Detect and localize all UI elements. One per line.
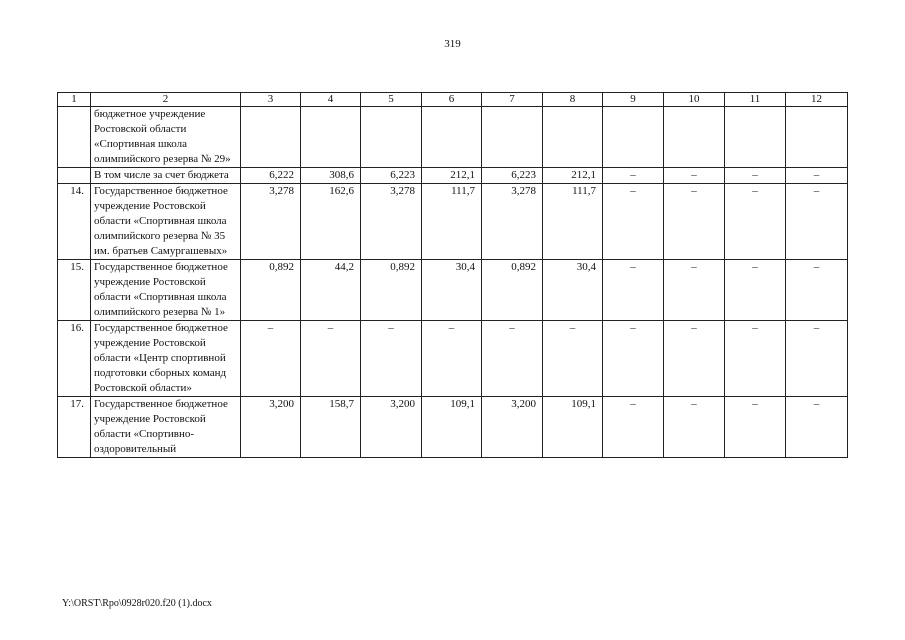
column-header-2: 2 [91, 93, 241, 107]
value-cell-col-9: – [603, 168, 664, 184]
value-cell-col-4: 44,2 [301, 260, 361, 321]
budget-table [57, 92, 848, 458]
value-cell-col-5: 3,200 [361, 397, 422, 458]
value-cell-col-10: – [664, 397, 725, 458]
institution-name-cell: Государственное бюджетное учреждение Ростовской области «Спортивно-оздоровительный [91, 397, 241, 458]
institution-name-cell: Государственное бюджетное учреждение Ростовской области «Центр спортивной подготовки сборных команд Ростовской области» [91, 321, 241, 397]
value-cell-col-3: – [241, 321, 301, 397]
column-header-3: 3 [241, 93, 301, 107]
value-cell-col-7: 3,278 [482, 184, 543, 260]
column-header-4: 4 [301, 93, 361, 107]
value-cell-col-8 [543, 107, 603, 168]
value-cell-col-9: – [603, 260, 664, 321]
value-cell-col-11 [725, 107, 786, 168]
value-cell-col-7: – [482, 321, 543, 397]
value-cell-col-7: 3,200 [482, 397, 543, 458]
column-header-1: 1 [58, 93, 91, 107]
value-cell-col-12: – [786, 184, 848, 260]
value-cell-col-10: – [664, 184, 725, 260]
value-cell-col-6: 30,4 [422, 260, 482, 321]
value-cell-col-5 [361, 107, 422, 168]
value-cell-col-6: 111,7 [422, 184, 482, 260]
value-cell-col-11: – [725, 397, 786, 458]
value-cell-col-5: 3,278 [361, 184, 422, 260]
value-cell-col-4: 308,6 [301, 168, 361, 184]
row-number-cell: 17. [58, 397, 91, 458]
value-cell-col-10: – [664, 168, 725, 184]
value-cell-col-8: – [543, 321, 603, 397]
value-cell-col-5: 0,892 [361, 260, 422, 321]
value-cell-col-12: – [786, 397, 848, 458]
column-header-8: 8 [543, 93, 603, 107]
value-cell-col-5: 6,223 [361, 168, 422, 184]
table-row [58, 260, 848, 321]
value-cell-col-3 [241, 107, 301, 168]
value-cell-col-3: 0,892 [241, 260, 301, 321]
value-cell-col-6: 212,1 [422, 168, 482, 184]
row-number-cell: 16. [58, 321, 91, 397]
value-cell-col-4 [301, 107, 361, 168]
table-row [58, 321, 848, 397]
value-cell-col-7: 6,223 [482, 168, 543, 184]
table-row [58, 184, 848, 260]
value-cell-col-4: 162,6 [301, 184, 361, 260]
value-cell-col-8: 109,1 [543, 397, 603, 458]
value-cell-col-10 [664, 107, 725, 168]
value-cell-col-7: 0,892 [482, 260, 543, 321]
value-cell-col-12: – [786, 260, 848, 321]
footer-file-path: Y:\ORST\Rpo\0928r020.f20 (1).docx [62, 598, 212, 609]
value-cell-col-10: – [664, 321, 725, 397]
table-header-row [58, 93, 848, 107]
value-cell-col-9: – [603, 184, 664, 260]
value-cell-col-7 [482, 107, 543, 168]
column-header-5: 5 [361, 93, 422, 107]
column-header-10: 10 [664, 93, 725, 107]
value-cell-col-11: – [725, 321, 786, 397]
value-cell-col-3: 3,200 [241, 397, 301, 458]
column-header-9: 9 [603, 93, 664, 107]
institution-name-cell: В том числе за счет бюджета [91, 168, 241, 184]
value-cell-col-8: 212,1 [543, 168, 603, 184]
value-cell-col-4: 158,7 [301, 397, 361, 458]
value-cell-col-12: – [786, 321, 848, 397]
value-cell-col-11: – [725, 184, 786, 260]
column-header-11: 11 [725, 93, 786, 107]
value-cell-col-11: – [725, 260, 786, 321]
value-cell-col-8: 111,7 [543, 184, 603, 260]
value-cell-col-8: 30,4 [543, 260, 603, 321]
value-cell-col-12 [786, 107, 848, 168]
institution-name-cell: бюджетное учреждение Ростовской области «Спортивная школа олимпийского резерва № 29» [91, 107, 241, 168]
value-cell-col-5: – [361, 321, 422, 397]
table-row [58, 107, 848, 168]
institution-name-cell: Государственное бюджетное учреждение Ростовской области «Спортивная школа олимпийского резерва № 35 им. братьев Самургашевых» [91, 184, 241, 260]
value-cell-col-12: – [786, 168, 848, 184]
value-cell-col-3: 3,278 [241, 184, 301, 260]
table-row [58, 397, 848, 458]
value-cell-col-10: – [664, 260, 725, 321]
value-cell-col-6: – [422, 321, 482, 397]
table-row [58, 168, 848, 184]
value-cell-col-6 [422, 107, 482, 168]
row-number-cell: 15. [58, 260, 91, 321]
column-header-6: 6 [422, 93, 482, 107]
value-cell-col-11: – [725, 168, 786, 184]
value-cell-col-9 [603, 107, 664, 168]
column-header-12: 12 [786, 93, 848, 107]
value-cell-col-9: – [603, 321, 664, 397]
page-number: 319 [444, 38, 461, 50]
value-cell-col-3: 6,222 [241, 168, 301, 184]
value-cell-col-9: – [603, 397, 664, 458]
row-number-cell [58, 107, 91, 168]
row-number-cell [58, 168, 91, 184]
value-cell-col-6: 109,1 [422, 397, 482, 458]
institution-name-cell: Государственное бюджетное учреждение Ростовской области «Спортивная школа олимпийского резерва № 1» [91, 260, 241, 321]
row-number-cell: 14. [58, 184, 91, 260]
column-header-7: 7 [482, 93, 543, 107]
value-cell-col-4: – [301, 321, 361, 397]
